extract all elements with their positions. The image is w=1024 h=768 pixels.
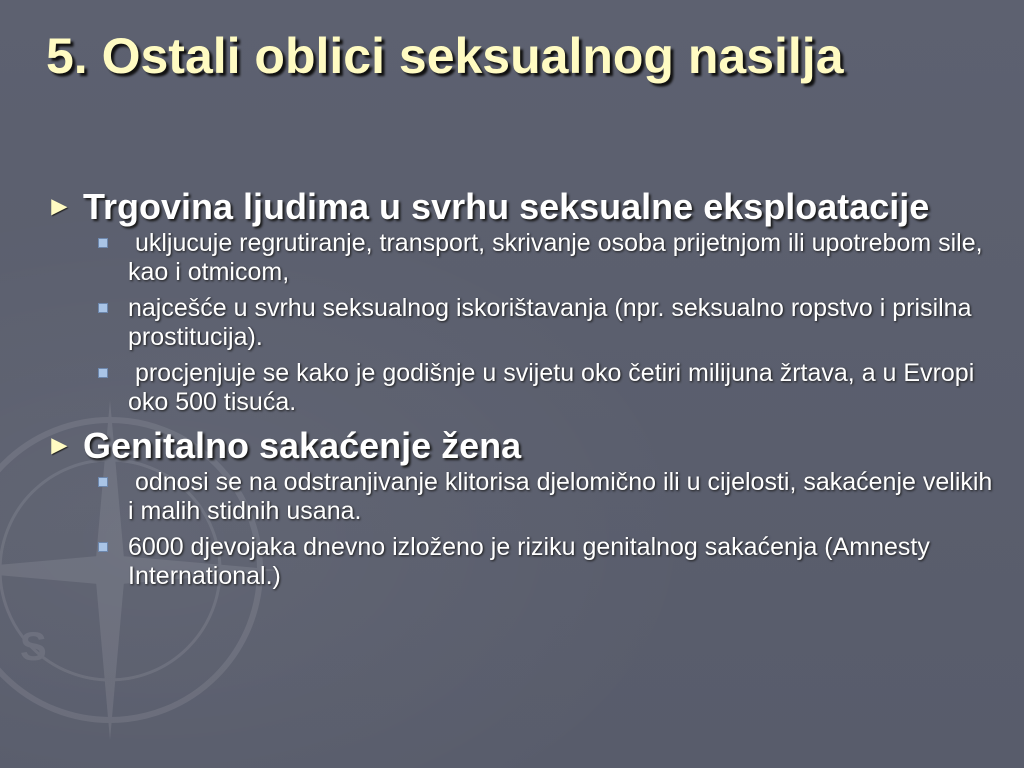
list-item-text: procjenjuje se kako je godišnje u svijetu oko četiri milijuna žrtava, a u Evropi oko 500 tisuća. (128, 359, 982, 416)
list-item (46, 468, 1000, 526)
list-item (46, 294, 996, 352)
list-item-text: najcešće u svrhu seksualnog iskorištavanja (npr. seksualno ropstvo i prisilna prostitucija). (128, 294, 979, 351)
right-triangle-arrow-icon: ► (46, 430, 73, 460)
section-heading-fgm (46, 425, 996, 466)
slide-title: 5. Ostali oblici seksualnog nasilja (46, 28, 844, 84)
square-bullet-icon (98, 303, 108, 313)
section-heading-trafficking (46, 186, 996, 227)
square-bullet-icon (98, 542, 108, 552)
list-item (46, 533, 996, 591)
right-triangle-arrow-icon: ► (46, 191, 73, 221)
section-heading-text: Genitalno sakaćenje žena (83, 425, 522, 466)
slide-content (46, 186, 1000, 599)
square-bullet-icon (98, 368, 108, 378)
svg-text:S: S (20, 625, 47, 669)
square-bullet-icon (98, 238, 108, 248)
list-item-text: 6000 djevojaka dnevno izloženo je riziku genitalnog sakaćenja (Amnesty International.) (128, 533, 937, 590)
list-item-text: odnosi se na odstranjivanje klitorisa djelomično ili u cijelosti, sakaćenje velikih i malih stidnih usana. (128, 468, 1000, 525)
square-bullet-icon (98, 477, 108, 487)
trafficking-bullet-list (46, 229, 996, 417)
section-heading-text: Trgovina ljudima u svrhu seksualne eksploatacije (83, 186, 930, 227)
list-item-text: ukljucuje regrutiranje, transport, skrivanje osoba prijetnjom ili upotrebom sile, kao i otmicom, (128, 229, 990, 286)
list-item (46, 229, 996, 287)
list-item (46, 359, 996, 417)
fgm-bullet-list (46, 468, 1000, 591)
